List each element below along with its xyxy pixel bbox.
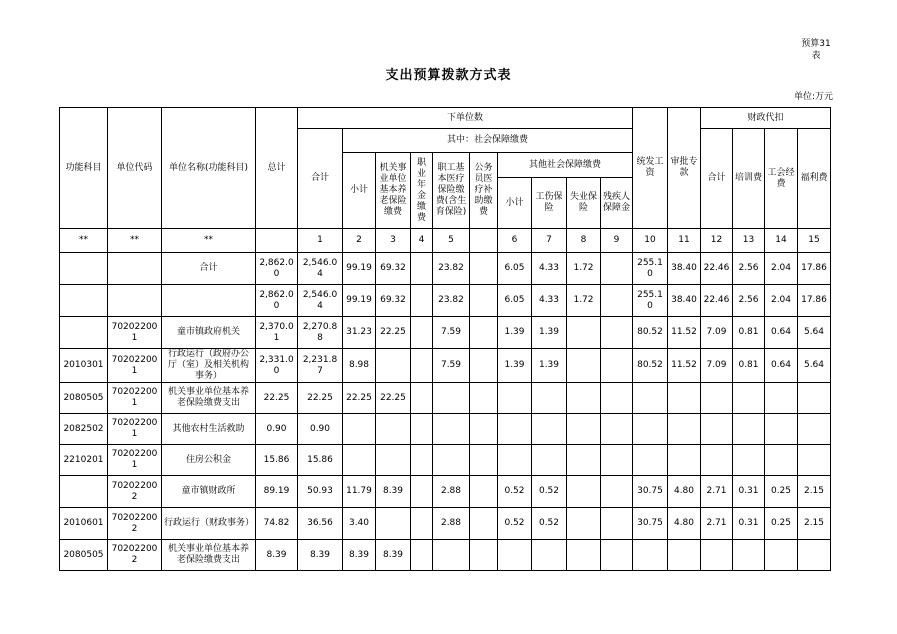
total-cell: 8.39: [256, 540, 298, 571]
header-total: 总计: [256, 108, 298, 229]
func-code-cell: [60, 476, 108, 508]
index-cell: 8: [567, 229, 601, 253]
total-cell: 74.82: [256, 508, 298, 540]
page-title: 支出预算拨款方式表: [385, 68, 512, 83]
value-cell-c4: [411, 383, 433, 414]
func-code-cell: 2010301: [60, 349, 108, 383]
table-number-line1: 预算31: [801, 39, 831, 49]
table-row: [60, 253, 831, 285]
unit-code-cell: [108, 253, 162, 285]
value-cell-c6: [498, 383, 532, 414]
value-cell-c3: 8.39: [376, 540, 411, 571]
value-cell-c10: 80.52: [633, 317, 668, 349]
value-cell-c11: [668, 445, 701, 476]
total-cell: 2,370.01: [256, 317, 298, 349]
value-cell-c13: 0.81: [733, 349, 765, 383]
budget-table: [59, 107, 831, 571]
value-cell-cg: [470, 476, 498, 508]
value-cell-c4: [411, 349, 433, 383]
value-cell-c2: [343, 445, 376, 476]
value-cell-c14: 0.25: [765, 508, 798, 540]
value-cell-c9: [601, 414, 633, 445]
value-cell-c10: 30.75: [633, 476, 668, 508]
index-cell: 7: [532, 229, 567, 253]
value-cell-c3: 8.39: [376, 476, 411, 508]
header-cz-heji: 合计: [701, 129, 733, 229]
value-cell-c15: 17.86: [798, 285, 831, 317]
value-cell-c5: [433, 414, 470, 445]
value-cell-c9: [601, 349, 633, 383]
unit-code-cell: 702022001: [108, 414, 162, 445]
value-cell-c10: 255.10: [633, 253, 668, 285]
value-cell-c1: 2,270.88: [298, 317, 343, 349]
func-code-cell: [60, 253, 108, 285]
value-cell-c13: 2.56: [733, 285, 765, 317]
value-cell-c7: 0.52: [532, 508, 567, 540]
value-cell-cg: [470, 253, 498, 285]
value-cell-c6: 0.52: [498, 476, 532, 508]
header-code: 单位代码: [108, 108, 162, 229]
value-cell-c9: [601, 508, 633, 540]
value-cell-c13: 2.56: [733, 253, 765, 285]
header-shiye: 失业保险: [567, 178, 601, 229]
unit-name-cell: 机关事业单位基本养老保险缴费支出: [162, 383, 256, 414]
value-cell-c11: [668, 540, 701, 571]
table-number-line2: 表: [811, 51, 821, 61]
value-cell-c14: [765, 383, 798, 414]
unit-name-cell: 机关事业单位基本养老保险缴费支出: [162, 540, 256, 571]
value-cell-c14: 0.25: [765, 476, 798, 508]
value-cell-c5: 23.82: [433, 285, 470, 317]
value-cell-c9: [601, 317, 633, 349]
value-cell-c4: [411, 253, 433, 285]
value-cell-c6: [498, 414, 532, 445]
value-cell-c4: [411, 317, 433, 349]
value-cell-c8: 1.72: [567, 253, 601, 285]
value-cell-c14: 0.64: [765, 349, 798, 383]
header-heji: 合计: [298, 129, 343, 229]
header-func: 功能科目: [60, 108, 108, 229]
value-cell-c9: [601, 383, 633, 414]
value-cell-c9: [601, 285, 633, 317]
func-code-cell: 2082502: [60, 414, 108, 445]
value-cell-c3: 69.32: [376, 253, 411, 285]
index-cell: 10: [633, 229, 668, 253]
value-cell-c11: 38.40: [668, 285, 701, 317]
value-cell-c3: [376, 414, 411, 445]
value-cell-c11: 4.80: [668, 476, 701, 508]
unit-name-cell: 其他农村生活救助: [162, 414, 256, 445]
table-row: [60, 317, 831, 349]
value-cell-c8: [567, 317, 601, 349]
value-cell-c1: 0.90: [298, 414, 343, 445]
header-tongfa: 统发工资: [633, 108, 668, 229]
value-cell-c6: 0.52: [498, 508, 532, 540]
value-cell-c15: 5.64: [798, 349, 831, 383]
value-cell-c4: [411, 540, 433, 571]
value-cell-c5: 7.59: [433, 317, 470, 349]
value-cell-c10: [633, 383, 668, 414]
value-cell-c7: 4.33: [532, 285, 567, 317]
value-cell-c15: [798, 540, 831, 571]
unit-label: 单位:万元: [793, 92, 833, 102]
value-cell-c1: 2,546.04: [298, 253, 343, 285]
index-cell: **: [108, 229, 162, 253]
value-cell-c7: 1.39: [532, 349, 567, 383]
value-cell-cg: [470, 317, 498, 349]
value-cell-c13: [733, 445, 765, 476]
header-shenpi: 审批专款: [668, 108, 701, 229]
value-cell-c7: [532, 540, 567, 571]
value-cell-c3: [376, 445, 411, 476]
value-cell-c8: [567, 445, 601, 476]
value-cell-cg: [470, 349, 498, 383]
value-cell-c10: 255.10: [633, 285, 668, 317]
unit-code-cell: 702022001: [108, 383, 162, 414]
value-cell-c15: [798, 383, 831, 414]
value-cell-c10: 80.52: [633, 349, 668, 383]
index-cell: 13: [733, 229, 765, 253]
value-cell-c1: 50.93: [298, 476, 343, 508]
total-cell: 0.90: [256, 414, 298, 445]
header-gongwu: 公务员医疗补助缴费: [470, 153, 498, 229]
value-cell-c12: 2.71: [701, 508, 733, 540]
func-code-cell: 2010601: [60, 508, 108, 540]
header-name: 单位名称(功能科目): [162, 108, 256, 229]
index-cell: [256, 229, 298, 253]
header-fuli: 福利费: [798, 129, 831, 229]
value-cell-c15: [798, 414, 831, 445]
value-cell-cg: [470, 383, 498, 414]
value-cell-c2: 99.19: [343, 285, 376, 317]
header-qizhong: 其中：社会保障缴费: [343, 129, 633, 153]
unit-name-cell: [162, 285, 256, 317]
value-cell-c6: 1.39: [498, 349, 532, 383]
index-cell: 6: [498, 229, 532, 253]
value-cell-c12: 7.09: [701, 349, 733, 383]
total-cell: 22.25: [256, 383, 298, 414]
value-cell-c1: 15.86: [298, 445, 343, 476]
index-cell: 11: [668, 229, 701, 253]
func-code-cell: 2080505: [60, 383, 108, 414]
unit-code-cell: 702022002: [108, 508, 162, 540]
header-other: 其他社会保障缴费: [498, 153, 633, 178]
value-cell-c6: 6.05: [498, 253, 532, 285]
value-cell-c5: [433, 383, 470, 414]
value-cell-c11: 4.80: [668, 508, 701, 540]
value-cell-c2: 8.39: [343, 540, 376, 571]
table-row: [60, 445, 831, 476]
header-gonghui: 工会经费: [765, 129, 798, 229]
value-cell-c1: 22.25: [298, 383, 343, 414]
total-cell: 15.86: [256, 445, 298, 476]
value-cell-c7: 0.52: [532, 476, 567, 508]
value-cell-c13: [733, 414, 765, 445]
header-canji: 残疾人保障金: [601, 178, 633, 229]
value-cell-c3: [376, 349, 411, 383]
header-peixun: 培训费: [733, 129, 765, 229]
index-cell: 1: [298, 229, 343, 253]
index-cell: 14: [765, 229, 798, 253]
index-cell: [470, 229, 498, 253]
unit-code-cell: 702022001: [108, 445, 162, 476]
value-cell-c3: 69.32: [376, 285, 411, 317]
table-row: [60, 383, 831, 414]
value-cell-c14: 0.64: [765, 317, 798, 349]
value-cell-c12: [701, 540, 733, 571]
header-gongshang: 工伤保险: [532, 178, 567, 229]
value-cell-cg: [470, 540, 498, 571]
value-cell-c9: [601, 540, 633, 571]
value-cell-c2: 31.23: [343, 317, 376, 349]
value-cell-c2: [343, 414, 376, 445]
value-cell-c10: 30.75: [633, 508, 668, 540]
value-cell-c2: 8.98: [343, 349, 376, 383]
value-cell-c4: [411, 476, 433, 508]
value-cell-c10: [633, 540, 668, 571]
value-cell-c7: [532, 383, 567, 414]
value-cell-c12: 22.46: [701, 285, 733, 317]
value-cell-c10: [633, 414, 668, 445]
index-cell: 5: [433, 229, 470, 253]
index-cell: 15: [798, 229, 831, 253]
unit-name-cell: 童市镇政府机关: [162, 317, 256, 349]
value-cell-c13: [733, 383, 765, 414]
value-cell-c5: 2.88: [433, 508, 470, 540]
table-row: [60, 414, 831, 445]
value-cell-c2: 11.79: [343, 476, 376, 508]
total-cell: 89.19: [256, 476, 298, 508]
value-cell-c13: [733, 540, 765, 571]
header-other-xiaoji: 小计: [498, 178, 532, 229]
unit-code-cell: [108, 285, 162, 317]
column-index-row: [60, 229, 831, 253]
value-cell-c15: 17.86: [798, 253, 831, 285]
value-cell-c7: [532, 414, 567, 445]
func-code-cell: [60, 317, 108, 349]
value-cell-c15: 2.15: [798, 476, 831, 508]
value-cell-c4: [411, 414, 433, 445]
value-cell-c11: [668, 414, 701, 445]
value-cell-c6: [498, 540, 532, 571]
table-row: [60, 476, 831, 508]
value-cell-c14: 2.04: [765, 253, 798, 285]
value-cell-c8: [567, 414, 601, 445]
unit-code-cell: 702022002: [108, 476, 162, 508]
value-cell-c3: 22.25: [376, 317, 411, 349]
value-cell-c5: 23.82: [433, 253, 470, 285]
value-cell-c12: 22.46: [701, 253, 733, 285]
value-cell-c7: 4.33: [532, 253, 567, 285]
total-cell: 2,862.00: [256, 253, 298, 285]
value-cell-c4: [411, 445, 433, 476]
value-cell-c15: 5.64: [798, 317, 831, 349]
value-cell-c7: 1.39: [532, 317, 567, 349]
value-cell-c8: [567, 540, 601, 571]
table-row: [60, 285, 831, 317]
value-cell-c12: [701, 383, 733, 414]
value-cell-c11: 38.40: [668, 253, 701, 285]
value-cell-c8: [567, 476, 601, 508]
value-cell-c9: [601, 445, 633, 476]
value-cell-c4: [411, 285, 433, 317]
header-zhiye: 职业年金缴费: [411, 153, 433, 229]
value-cell-c11: [668, 383, 701, 414]
unit-code-cell: 702022001: [108, 317, 162, 349]
index-cell: 12: [701, 229, 733, 253]
value-cell-cg: [470, 285, 498, 317]
value-cell-c8: [567, 349, 601, 383]
value-cell-c12: [701, 414, 733, 445]
value-cell-c8: [567, 383, 601, 414]
value-cell-c14: [765, 540, 798, 571]
value-cell-c1: 2,546.04: [298, 285, 343, 317]
value-cell-cg: [470, 508, 498, 540]
value-cell-c8: 1.72: [567, 285, 601, 317]
value-cell-c12: [701, 445, 733, 476]
value-cell-c5: 7.59: [433, 349, 470, 383]
value-cell-c11: 11.52: [668, 349, 701, 383]
unit-name-cell: 合计: [162, 253, 256, 285]
index-cell: **: [60, 229, 108, 253]
value-cell-c5: [433, 445, 470, 476]
value-cell-c13: 0.81: [733, 317, 765, 349]
unit-name-cell: 住房公积金: [162, 445, 256, 476]
unit-code-cell: 702022002: [108, 540, 162, 571]
index-cell: 3: [376, 229, 411, 253]
value-cell-c5: 2.88: [433, 476, 470, 508]
index-cell: 2: [343, 229, 376, 253]
index-cell: 9: [601, 229, 633, 253]
value-cell-c6: 6.05: [498, 285, 532, 317]
value-cell-c15: 2.15: [798, 508, 831, 540]
index-cell: **: [162, 229, 256, 253]
table-row: [60, 540, 831, 571]
value-cell-c6: [498, 445, 532, 476]
value-cell-c2: 22.25: [343, 383, 376, 414]
value-cell-c14: 2.04: [765, 285, 798, 317]
unit-name-cell: 行政运行（政府办公厅（室）及相关机构事务）: [162, 349, 256, 383]
value-cell-c4: [411, 508, 433, 540]
value-cell-c8: [567, 508, 601, 540]
value-cell-c13: 0.31: [733, 476, 765, 508]
index-cell: 4: [411, 229, 433, 253]
header-caizheng: 财政代扣: [701, 108, 831, 129]
func-code-cell: [60, 285, 108, 317]
value-cell-c1: 36.56: [298, 508, 343, 540]
value-cell-c7: [532, 445, 567, 476]
header-jiguan: 机关事业单位基本养老保险缴费: [376, 153, 411, 229]
value-cell-c1: 2,231.87: [298, 349, 343, 383]
func-code-cell: 2210201: [60, 445, 108, 476]
value-cell-c6: 1.39: [498, 317, 532, 349]
unit-name-cell: 行政运行（财政事务）: [162, 508, 256, 540]
value-cell-c9: [601, 253, 633, 285]
value-cell-c15: [798, 445, 831, 476]
value-cell-c10: [633, 445, 668, 476]
value-cell-c5: [433, 540, 470, 571]
value-cell-c3: [376, 508, 411, 540]
value-cell-c13: 0.31: [733, 508, 765, 540]
header-xiaoji: 小计: [343, 153, 376, 229]
value-cell-c12: 7.09: [701, 317, 733, 349]
table-row: [60, 508, 831, 540]
table-number-label: [801, 38, 831, 62]
header-zhigong: 职工基本医疗保险缴费(含生育保险): [433, 153, 470, 229]
value-cell-c1: 8.39: [298, 540, 343, 571]
value-cell-cg: [470, 414, 498, 445]
value-cell-c12: 2.71: [701, 476, 733, 508]
value-cell-c9: [601, 476, 633, 508]
unit-name-cell: 童市镇财政所: [162, 476, 256, 508]
unit-code-cell: 702022001: [108, 349, 162, 383]
table-row: [60, 349, 831, 383]
func-code-cell: 2080505: [60, 540, 108, 571]
value-cell-c14: [765, 445, 798, 476]
value-cell-c2: 3.40: [343, 508, 376, 540]
value-cell-cg: [470, 445, 498, 476]
value-cell-c14: [765, 414, 798, 445]
value-cell-c2: 99.19: [343, 253, 376, 285]
total-cell: 2,331.00: [256, 349, 298, 383]
header-xiabo: 下单位数: [298, 108, 633, 129]
total-cell: 2,862.00: [256, 285, 298, 317]
value-cell-c3: 22.25: [376, 383, 411, 414]
value-cell-c11: 11.52: [668, 317, 701, 349]
